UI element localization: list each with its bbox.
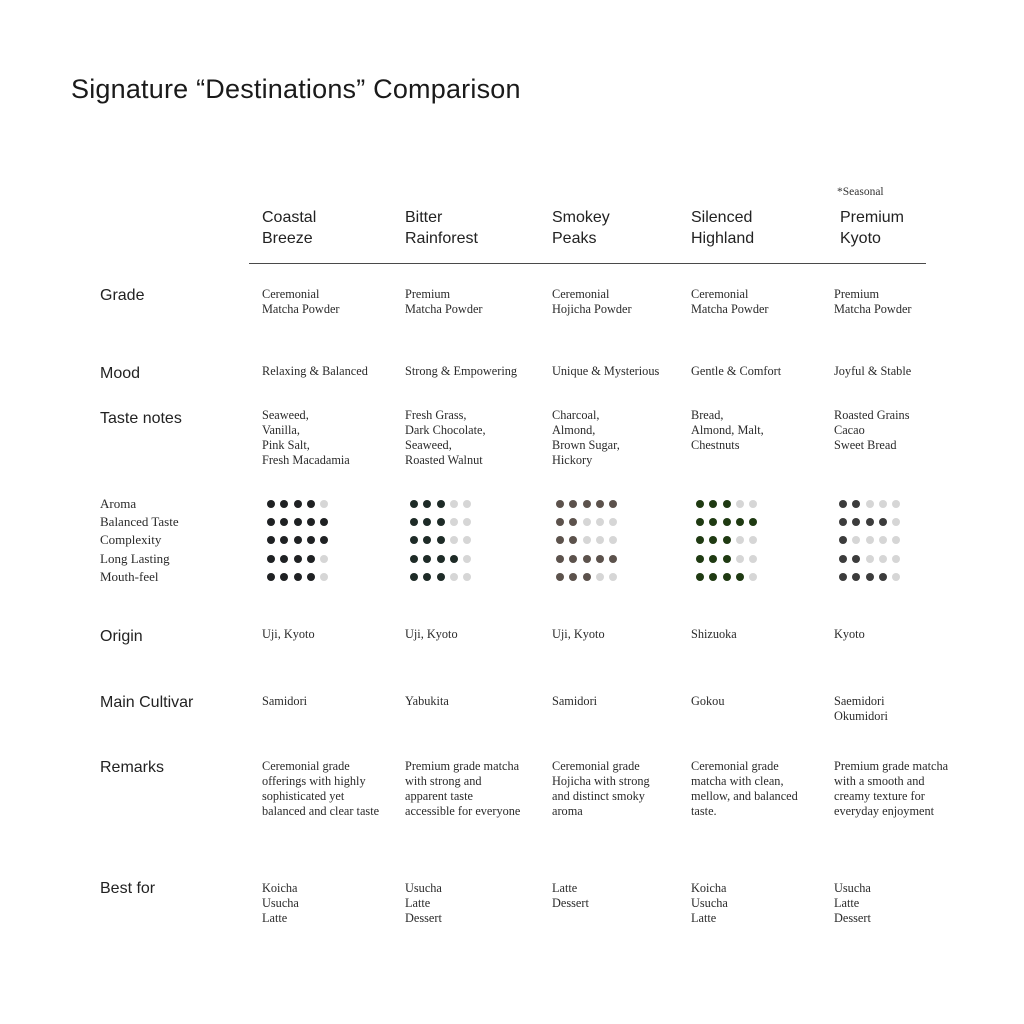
empty-dot <box>749 536 757 544</box>
cultivar-cell: Yabukita <box>405 694 449 708</box>
filled-dot <box>879 518 887 526</box>
filled-dot <box>569 518 577 526</box>
filled-dot <box>423 500 431 508</box>
empty-dot <box>736 536 744 544</box>
filled-dot <box>280 518 288 526</box>
filled-dot <box>583 500 591 508</box>
empty-dot <box>583 518 591 526</box>
rating-dots-complexity <box>267 535 333 545</box>
rating-dots-long-lasting <box>839 554 905 564</box>
empty-dot <box>596 573 604 581</box>
filled-dot <box>410 573 418 581</box>
filled-dot <box>556 573 564 581</box>
filled-dot <box>556 536 564 544</box>
filled-dot <box>437 536 445 544</box>
origin-cell: Uji, Kyoto <box>405 627 458 641</box>
filled-dot <box>839 536 847 544</box>
cultivar-cell: Samidori <box>262 694 308 708</box>
cultivar-cell: Gokou <box>691 694 725 708</box>
filled-dot <box>307 555 315 563</box>
filled-dot <box>423 573 431 581</box>
filled-dot <box>723 536 731 544</box>
filled-dot <box>410 536 418 544</box>
filled-dot <box>569 536 577 544</box>
filled-dot <box>696 500 704 508</box>
rating-dots-aroma <box>267 499 333 509</box>
empty-dot <box>866 500 874 508</box>
filled-dot <box>709 500 717 508</box>
filled-dot <box>267 555 275 563</box>
filled-dot <box>410 555 418 563</box>
filled-dot <box>280 573 288 581</box>
taste-notes-cell: Seaweed, Vanilla, Pink Salt, Fresh Macadamia <box>262 408 350 467</box>
rating-dots-long-lasting <box>410 554 476 564</box>
filled-dot <box>852 573 860 581</box>
empty-dot <box>450 500 458 508</box>
filled-dot <box>583 555 591 563</box>
grade-cell: Premium Matcha Powder <box>834 287 912 316</box>
rating-dots-complexity <box>410 535 476 545</box>
empty-dot <box>749 500 757 508</box>
remarks-cell: Ceremonial grade offerings with highly sophisticated yet balanced and clear taste <box>262 759 380 818</box>
row-label-main-cultivar: Main Cultivar <box>100 694 194 711</box>
taste-notes-cell: Bread, Almond, Malt, Chestnuts <box>691 408 764 452</box>
origin-cell: Shizuoka <box>691 627 737 641</box>
remarks-cell: Ceremonial grade matcha with clean, mellow, and balanced taste. <box>691 759 798 818</box>
empty-dot <box>583 536 591 544</box>
empty-dot <box>450 518 458 526</box>
empty-dot <box>749 573 757 581</box>
rating-dots-mouth-feel <box>410 572 476 582</box>
cultivar-cell: Saemidori Okumidori <box>834 694 888 723</box>
empty-dot <box>866 536 874 544</box>
filled-dot <box>437 573 445 581</box>
header-divider <box>249 263 926 264</box>
rating-dots-aroma <box>839 499 905 509</box>
filled-dot <box>736 518 744 526</box>
filled-dot <box>569 573 577 581</box>
empty-dot <box>879 536 887 544</box>
filled-dot <box>723 500 731 508</box>
rating-label-long-lasting: Long Lasting <box>100 551 170 566</box>
filled-dot <box>596 500 604 508</box>
empty-dot <box>596 518 604 526</box>
empty-dot <box>892 500 900 508</box>
filled-dot <box>556 518 564 526</box>
filled-dot <box>294 536 302 544</box>
filled-dot <box>839 500 847 508</box>
rating-dots-balanced-taste <box>410 517 476 527</box>
rating-dots-long-lasting <box>267 554 333 564</box>
best-for-cell: Usucha Latte Dessert <box>834 881 871 925</box>
rating-dots-balanced-taste <box>267 517 333 527</box>
taste-notes-cell: Charcoal, Almond, Brown Sugar, Hickory <box>552 408 620 467</box>
origin-cell: Uji, Kyoto <box>552 627 605 641</box>
filled-dot <box>852 518 860 526</box>
empty-dot <box>450 573 458 581</box>
row-label-remarks: Remarks <box>100 759 165 776</box>
filled-dot <box>879 573 887 581</box>
filled-dot <box>556 555 564 563</box>
filled-dot <box>423 536 431 544</box>
filled-dot <box>307 536 315 544</box>
filled-dot <box>307 500 315 508</box>
empty-dot <box>736 500 744 508</box>
empty-dot <box>866 555 874 563</box>
filled-dot <box>294 518 302 526</box>
empty-dot <box>879 555 887 563</box>
filled-dot <box>852 500 860 508</box>
cultivar-cell: Samidori <box>552 694 598 708</box>
empty-dot <box>892 555 900 563</box>
grade-cell: Ceremonial Matcha Powder <box>691 287 769 316</box>
rating-dots-mouth-feel <box>696 572 762 582</box>
filled-dot <box>410 518 418 526</box>
empty-dot <box>609 518 617 526</box>
taste-notes-cell: Roasted Grains Cacao Sweet Bread <box>834 408 910 452</box>
filled-dot <box>696 518 704 526</box>
empty-dot <box>892 573 900 581</box>
row-label-taste-notes: Taste notes <box>100 410 182 427</box>
mood-cell: Gentle & Comfort <box>691 364 782 378</box>
empty-dot <box>320 573 328 581</box>
best-for-cell: Koicha Usucha Latte <box>262 881 299 925</box>
filled-dot <box>709 555 717 563</box>
mood-cell: Strong & Empowering <box>405 364 518 378</box>
empty-dot <box>749 555 757 563</box>
empty-dot <box>892 536 900 544</box>
rating-dots-long-lasting <box>696 554 762 564</box>
rating-dots-balanced-taste <box>556 517 622 527</box>
row-label-best-for: Best for <box>100 880 156 897</box>
column-header-bitter-rainforest: Bitter Rainforest <box>405 209 478 247</box>
grade-cell: Ceremonial Hojicha Powder <box>552 287 632 316</box>
rating-dots-complexity <box>556 535 622 545</box>
rating-label-complexity: Complexity <box>100 532 162 547</box>
empty-dot <box>463 518 471 526</box>
filled-dot <box>583 573 591 581</box>
rating-dots-mouth-feel <box>556 572 622 582</box>
column-header-silenced-highland: Silenced Highland <box>691 209 755 247</box>
empty-dot <box>320 500 328 508</box>
filled-dot <box>609 555 617 563</box>
filled-dot <box>267 518 275 526</box>
row-label-mood: Mood <box>100 365 141 382</box>
filled-dot <box>437 500 445 508</box>
filled-dot <box>723 518 731 526</box>
filled-dot <box>596 555 604 563</box>
filled-dot <box>437 555 445 563</box>
empty-dot <box>463 536 471 544</box>
empty-dot <box>609 536 617 544</box>
rating-label-mouth-feel: Mouth-feel <box>100 569 159 584</box>
filled-dot <box>450 555 458 563</box>
filled-dot <box>569 555 577 563</box>
filled-dot <box>839 555 847 563</box>
filled-dot <box>723 555 731 563</box>
filled-dot <box>294 573 302 581</box>
rating-label-balanced-taste: Balanced Taste <box>100 514 179 529</box>
origin-cell: Kyoto <box>834 627 865 641</box>
filled-dot <box>307 573 315 581</box>
rating-dots-long-lasting <box>556 554 622 564</box>
filled-dot <box>280 555 288 563</box>
empty-dot <box>320 555 328 563</box>
filled-dot <box>569 500 577 508</box>
rating-dots-mouth-feel <box>267 572 333 582</box>
filled-dot <box>294 500 302 508</box>
filled-dot <box>410 500 418 508</box>
rating-dots-complexity <box>696 535 762 545</box>
remarks-cell: Premium grade matcha with strong and apparent taste accessible for everyone <box>405 759 521 818</box>
filled-dot <box>709 573 717 581</box>
mood-cell: Unique & Mysterious <box>552 364 660 378</box>
best-for-cell: Usucha Latte Dessert <box>405 881 442 925</box>
empty-dot <box>852 536 860 544</box>
taste-notes-cell: Fresh Grass, Dark Chocolate, Seaweed, Roasted Walnut <box>405 408 486 467</box>
rating-dots-aroma <box>410 499 476 509</box>
filled-dot <box>866 518 874 526</box>
filled-dot <box>866 573 874 581</box>
best-for-cell: Latte Dessert <box>552 881 589 910</box>
remarks-cell: Premium grade matcha with a smooth and creamy texture for everyday enjoyment <box>834 759 949 818</box>
empty-dot <box>463 500 471 508</box>
empty-dot <box>609 573 617 581</box>
best-for-cell: Koicha Usucha Latte <box>691 881 728 925</box>
grade-cell: Ceremonial Matcha Powder <box>262 287 340 316</box>
filled-dot <box>696 536 704 544</box>
filled-dot <box>267 536 275 544</box>
page-title: Signature “Destinations” Comparison <box>71 74 521 104</box>
row-label-grade: Grade <box>100 287 145 304</box>
filled-dot <box>294 555 302 563</box>
column-header-premium-kyoto: Premium Kyoto <box>840 209 905 247</box>
origin-cell: Uji, Kyoto <box>262 627 315 641</box>
filled-dot <box>749 518 757 526</box>
filled-dot <box>709 536 717 544</box>
filled-dot <box>839 573 847 581</box>
rating-dots-complexity <box>839 535 905 545</box>
rating-dots-mouth-feel <box>839 572 905 582</box>
rating-label-aroma: Aroma <box>100 496 137 511</box>
remarks-cell: Ceremonial grade Hojicha with strong and distinct smoky aroma <box>552 759 650 818</box>
filled-dot <box>423 518 431 526</box>
empty-dot <box>879 500 887 508</box>
empty-dot <box>463 555 471 563</box>
rating-dots-aroma <box>556 499 622 509</box>
empty-dot <box>736 555 744 563</box>
grade-cell: Premium Matcha Powder <box>405 287 483 316</box>
empty-dot <box>450 536 458 544</box>
rating-dots-aroma <box>696 499 762 509</box>
empty-dot <box>892 518 900 526</box>
mood-cell: Relaxing & Balanced <box>262 364 368 378</box>
filled-dot <box>709 518 717 526</box>
rating-dots-balanced-taste <box>839 517 905 527</box>
filled-dot <box>723 573 731 581</box>
column-header-smokey-peaks: Smokey Peaks <box>552 209 610 247</box>
filled-dot <box>320 518 328 526</box>
filled-dot <box>696 573 704 581</box>
filled-dot <box>556 500 564 508</box>
filled-dot <box>839 518 847 526</box>
row-label-origin: Origin <box>100 628 143 645</box>
filled-dot <box>280 500 288 508</box>
filled-dot <box>696 555 704 563</box>
filled-dot <box>267 573 275 581</box>
filled-dot <box>267 500 275 508</box>
column-header-coastal-breeze: Coastal Breeze <box>262 209 317 247</box>
filled-dot <box>320 536 328 544</box>
filled-dot <box>852 555 860 563</box>
filled-dot <box>423 555 431 563</box>
empty-dot <box>463 573 471 581</box>
empty-dot <box>596 536 604 544</box>
mood-cell: Joyful & Stable <box>834 364 912 378</box>
filled-dot <box>609 500 617 508</box>
filled-dot <box>437 518 445 526</box>
filled-dot <box>736 573 744 581</box>
filled-dot <box>307 518 315 526</box>
filled-dot <box>280 536 288 544</box>
rating-dots-balanced-taste <box>696 517 762 527</box>
seasonal-note: *Seasonal <box>837 186 884 198</box>
